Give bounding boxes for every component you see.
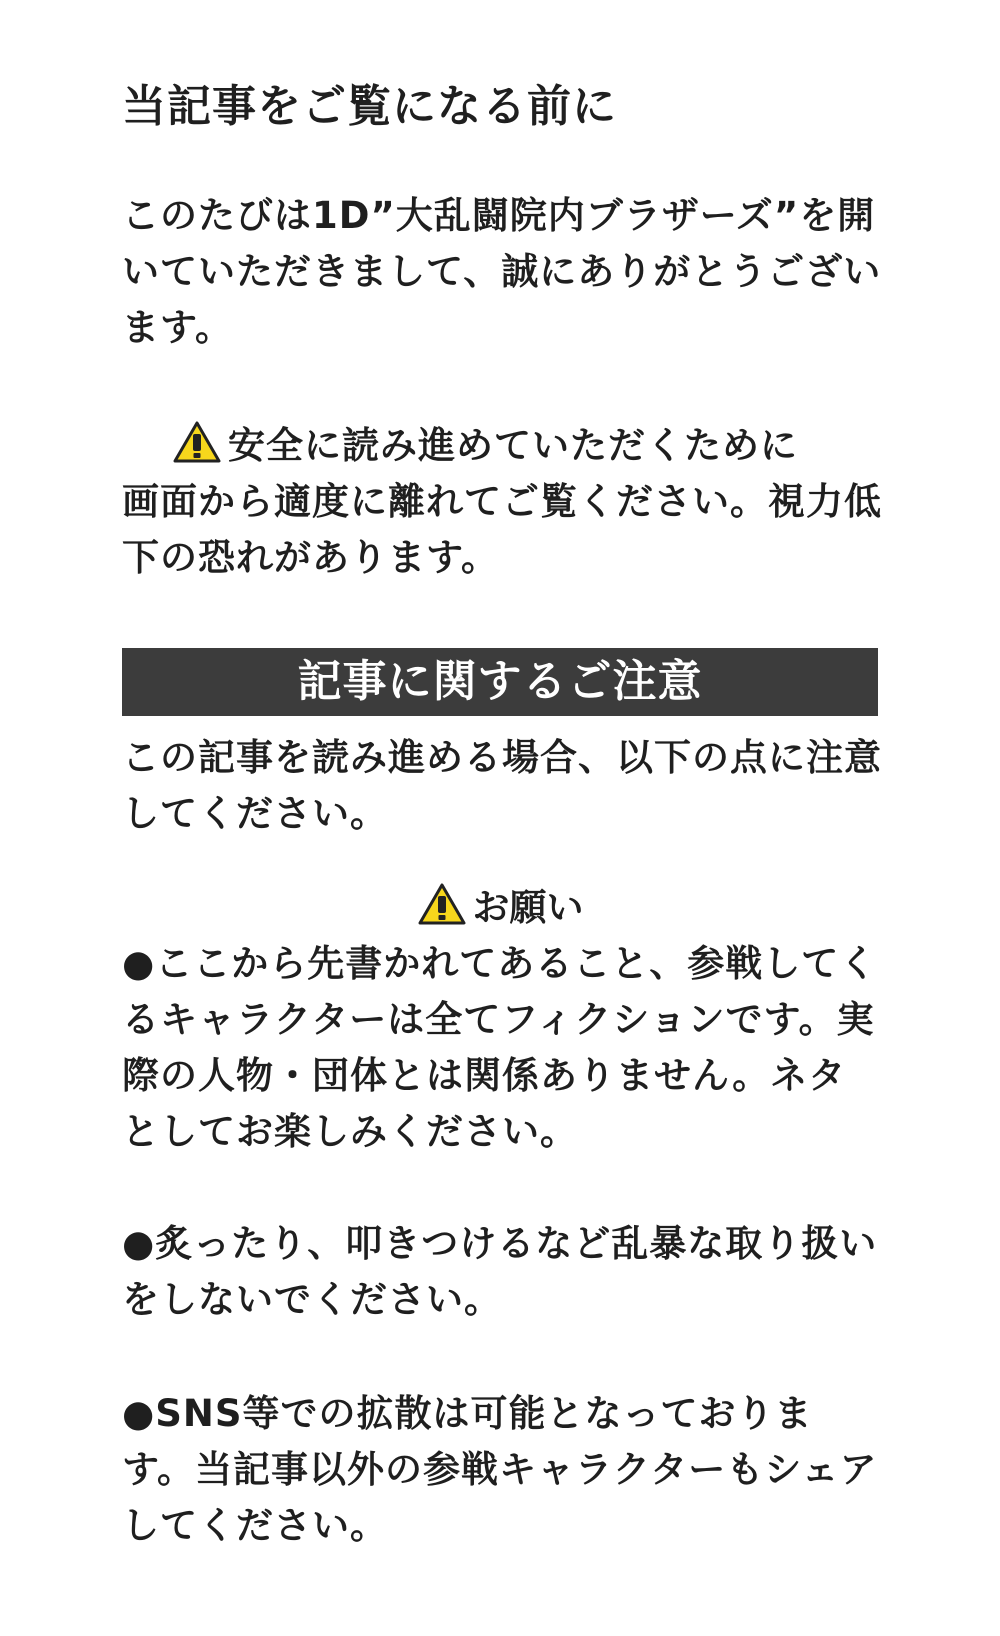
safety-body-text: 画面から適度に離れてご覧ください。視力低下の恐れがあります。 <box>122 480 882 579</box>
request-item: ●ここから先書かれてあること、参戦してくるキャラクターは全てフィクションです。実際の人物・団体とは関係ありません。ネタとしてお楽しみください。 <box>122 942 878 1153</box>
warning-icon <box>172 420 222 464</box>
safety-lead-text: 安全に読み進めていただくために <box>228 424 798 467</box>
safety-lead-line <box>122 418 882 474</box>
safety-section <box>122 418 882 586</box>
warning-icon <box>417 882 467 926</box>
notice-intro-text: この記事を読み進める場合、以下の点に注意してください。 <box>122 736 882 835</box>
page-title: 当記事をご覧になる前に <box>122 81 617 132</box>
request-heading <box>122 880 878 936</box>
notice-heading-bar: 記事に関するご注意 <box>122 648 878 716</box>
intro-text: このたびは1D”大乱闘院内ブラザーズ”を開いていただきまして、誠にありがとうございます。 <box>122 194 882 349</box>
request-item: ●SNS等での拡散は可能となっております。当記事以外の参戦キャラクターもシェアしてください。 <box>122 1392 878 1547</box>
request-item: ●炙ったり、叩きつけるなど乱暴な取り扱いをしないでください。 <box>122 1222 878 1321</box>
request-heading-text: お願い <box>472 886 584 929</box>
